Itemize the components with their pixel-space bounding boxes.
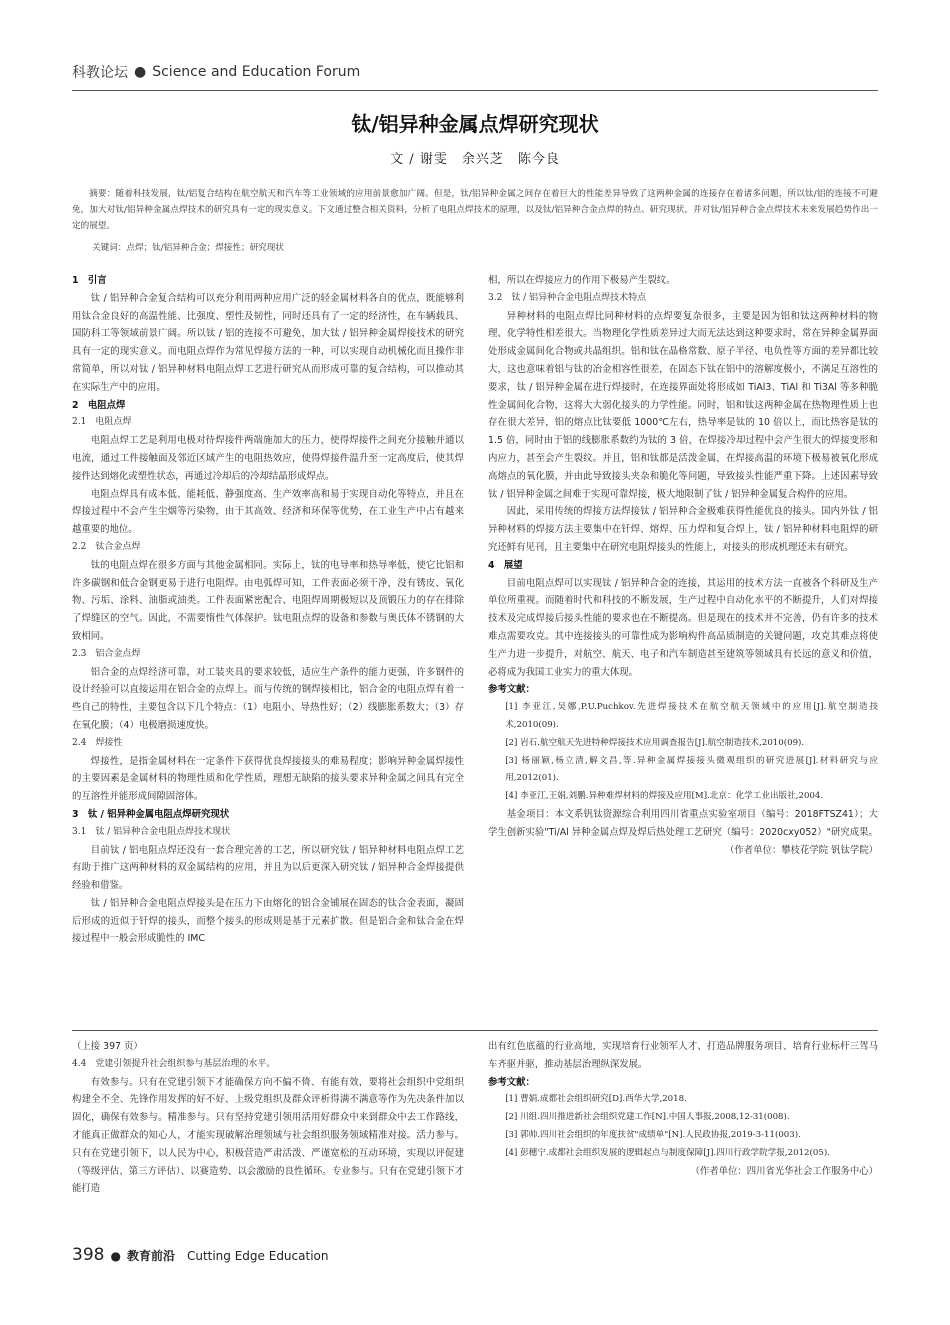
author-affiliation: （作者单位：四川省光华社会工作服务中心） — [690, 1165, 878, 1177]
paragraph: 出有红色底蕴的行业高地，实现培育行业领军人才、打造品牌服务项目、培育行业标杆三驾马车齐驱并驱，推动基层治理纵深发展。 — [488, 1041, 878, 1070]
reference-item: [3] 郭帅.四川社会组织的年度扶贫"成绩单"[N].人民政协报,2019-3-11(003). — [505, 1129, 801, 1140]
article-title: 钛/铝异种金属点焊研究现状 — [351, 112, 599, 136]
references-heading: 参考文献： — [488, 684, 535, 696]
subsection-heading: 2.3 铝合金点焊 — [72, 648, 141, 659]
funding-note: 基金项目：本文系钒钛资源综合利用四川省重点实验室项目（编号：2018FTSZ41）；大学生创新实验"Ti/Al 异种金属点焊及焊后热处理工艺研究（编号：2020cxy052）"研究成果。 — [488, 808, 878, 838]
article-column-left — [72, 272, 464, 1028]
section-heading: 4 展望 — [488, 559, 523, 571]
references-heading: 参考文献： — [488, 1076, 535, 1088]
journal-name-cn: 科教论坛 — [72, 65, 128, 81]
paragraph: 因此，采用传统的焊接方法焊接钛 / 铝异种合金极难获得性能优良的接头。国内外钛 / 铝异种材料的焊接方法主要集中在钎焊、熔焊、压力焊和复合焊上，钛 / 铝异种材料电阻焊的研究还鲜有见刊，且主要集中在研究电阻焊接头的性能上，对接头的形成机理还未有研究。 — [488, 506, 878, 553]
reference-item: [3] 杨丽颖,杨立清,解文昌,等.异种金属焊接接头微观组织的研究进展[J].材料研究与应用,2012(01). — [505, 755, 878, 784]
author-affiliation: （作者单位：攀枝花学院 钒钛学院） — [725, 844, 878, 856]
reference-item: [4] 李亚江,王娟,刘鹏.异种难焊材料的焊接及应用[M].北京：化学工业出版社,2004. — [505, 791, 824, 802]
bullet-icon: ● — [134, 64, 147, 80]
reference-item: [2] 岩石.航空航天先进特种焊接技术应用调查报告[J].航空制造技术,2010(09). — [505, 737, 805, 748]
paragraph: 目前钛 / 铝电阻点焊还没有一套合理完善的工艺，所以研究钛 / 铝异种材料电阻点焊工艺有助于推广这两种材料的双金属结构的应用，并且为以后更深入研究钛 / 铝异种合金焊接提供经验和借鉴。 — [72, 844, 464, 892]
article-column-right — [488, 272, 878, 1028]
header-rule — [72, 90, 878, 91]
paragraph: 异种材料的电阻点焊比同种材料的点焊要复杂很多，主要是因为铝和钛这两种材料的物理、化学特性相差很大。当物理化学性质差异过大而无法达到这种要求时，常在异种金属界面处形成金属间化合物或共晶组织。铝和钛在晶格常数、原子半径、电负性等方面的差异都比较大，这也意味着铝与钛的冶金相容性很差，在固态下钛在铝中的溶解度极小，不满足互溶性的要求，钛 / 铝异种金属在进行焊接时，在连接界面处将形成如 TiAl3、TiAl 和 Ti3Al 等多种脆性金属间化合物，这将大大弱化接头的力学性能。同时，铝和钛这两种金属在热物理性质上也存在很大差异，铝的熔点比钛要低 1000℃左右，热导率是钛的 10 倍以上，而比热容是钛的 1.5 倍，同时由于铝的线膨胀系数约为钛的 3 倍，在焊接冷却过程中会产生很大的焊接变形和内应力，甚至会产生裂纹。并且，铝和钛都是活泼金属，在焊接高温的环境下极易被氧化形成高熔点的氧化膜，并由此导致接头夹杂和脆化等问题，导致接头性能严重下降。上述因素导致钛 / 铝异种金属之间难于实现可靠焊接，极大地限制了钛 / 铝异种金属复合构件的应用。 — [488, 310, 878, 500]
keywords: 关键词：点焊；钛/铝异种合金；焊接性；研究现状 — [92, 243, 284, 253]
abstract: 摘要：随着科技发展，钛/铝复合结构在航空航天和汽车等工业领域的应用前景愈加广阔。但是，钛/铝异种金属之间存在着巨大的性能差异导致了这两种金属的连接存在着诸多问题，所以钛/铝的连接不可避免，加大对钛/铝异种金属点焊技术的研究具有一定的现实意义。下文通过整合相关资料，分析了电阻点焊技术的原理，以及钛/铝异种合金点焊的特点、研究现状，并对钛/铝异种合金点焊技术未来发展趋势作出一定的展望。 — [72, 189, 878, 231]
reference-item: [2] 川组.四川推进新社会组织党建工作[N].中国人事报,2008,12-31(008). — [505, 1112, 790, 1123]
footer-journal-en: Cutting Edge Education — [186, 1249, 329, 1263]
journal-name-en: Science and Education Forum — [152, 64, 361, 80]
section-heading: 2 电阻点焊 — [72, 399, 126, 411]
reference-item: [1] 曹娟.成都社会组织研究[D].西华大学,2018. — [505, 1094, 687, 1105]
paragraph: 钛 / 铝异种合金复合结构可以充分利用两种应用广泛的轻金属材料各自的优点，既能够利用钛合金良好的高温性能、比强度、塑性及韧性，同时还具有了一定的经济性，在车辆载具、国防科工等领域前景广阔。所以钛 / 铝的连接不可避免，加大钛 / 铝异种金属焊接技术的研究具有一定的现实意义。而电阻点焊作为常见焊接方法的一种，可以实现自动机械化而且操作非常简单，所以对钛 / 铝异种材料电阻点焊工艺进行研究从而形成可靠的复合结构，可以推动其在实际生产中的应用。 — [72, 292, 464, 393]
continued-note: （上接 397 页） — [72, 1041, 143, 1052]
paragraph: 钛的电阻点焊在很多方面与其他金属相同。实际上，钛的电导率和热导率低，使它比铝和许多碳钢和低合金钢更易于进行电阻焊。由电弧焊可知，工件表面必须干净，没有锈皮、氧化物、污垢、涂料、油脂或油类。工件表面紧密配合、电阻焊周期极短以及顶锻压力的存在排除了焊缝区的空气。因此，不需要惰性气体保护。钛电阻点焊的设备和参数与奥氏体不锈钢的大致相同。 — [72, 559, 464, 642]
paragraph: 铝合金的点焊经济可靠，对工装夹具的要求较低，适应生产条件的能力更强，许多钢件的设计经验可以直接运用在铝合金的点焊上。而与传统的钢焊接相比，铝合金的电阻点焊有着一些自己的特性，主要包含以下几个特点：（1）电阻小、导热性好；（2）线膨胀系数大；（3）存在氧化膜；（4）电极磨损速度快。 — [72, 666, 464, 731]
bullet-icon: ● — [110, 1249, 121, 1263]
paragraph: 相，所以在焊接应力的作用下极易产生裂纹。 — [488, 275, 676, 286]
page-number: 398 — [72, 1245, 105, 1265]
article-end-rule — [72, 1030, 878, 1031]
continued-column-right — [488, 1038, 878, 1218]
paragraph: 目前电阻点焊可以实现钛 / 铝异种合金的连接，其运用的技术方法一直被各个科研及生产单位所重视。而随着时代和科技的不断发展，生产过程中自动化水平的不断提升，人们对焊接技术及完成焊接后接头性能的要求也在不断提高。但是现在的技术并不完善，仍有许多的技术难点需要攻克。其中连接接头的可靠性成为影响构件高品质制造的关键问题，攻克其难点将使生产力进一步提升，对航空、航天、电子和汽车制造甚至建筑等领域具有长远的意义和价值，必将成为我国工业实力的重大体现。 — [488, 577, 878, 678]
paragraph: 电阻点焊工艺是利用电极对待焊接件两端施加大的压力，使得焊接件之间充分接触并通以电流，通过工件接触面及邻近区域产生的电阻热效应，使得焊接件温升至一定高度后，使其焊接件达到熔化或塑性状态，再通过冷却后的冷却结晶形成焊点。 — [72, 435, 464, 482]
paragraph: 钛 / 铝异种合金电阻点焊接头是在压力下由熔化的铝合金铺展在固态的钛合金表面，凝固后形成的近似于钎焊的接头，而整个接头的形成则是基于元素扩散。但是铝合金和钛合金在焊接过程中一般会形成脆性的 IMC — [72, 897, 464, 945]
journal-header — [72, 62, 878, 82]
subsection-heading: 3.1 钛 / 铝异种合金电阻点焊技术现状 — [72, 826, 231, 837]
subsection-heading: 3.2 钛 / 铝异种合金电阻点焊技术特点 — [488, 292, 647, 303]
footer-journal-cn: 教育前沿 — [126, 1249, 175, 1263]
reference-item: [1] 李亚江,吴娜,P.U.Puchkov.先进焊接技术在航空航天领域中的应用[J].航空制造技术,2010(09). — [505, 702, 878, 730]
subsection-heading: 2.4 焊接性 — [72, 737, 123, 748]
page-footer — [72, 1245, 328, 1265]
reference-item: [4] 彭穗宁.成都社会组织发展的逻辑起点与制度保障[J].四川行政学院学报,2012(05). — [505, 1147, 830, 1158]
continued-column-left — [72, 1038, 464, 1218]
subsection-heading: 2.1 电阻点焊 — [72, 417, 132, 428]
subsection-heading: 2.2 钛合金点焊 — [72, 541, 141, 552]
paragraph: 有效参与。只有在党建引领下才能确保方向不偏不倚、有能有效，要将社会组织中党组织构建全不全、先锋作用发挥的好不好、上级党组织及群众评析得满不满意等作为先决条件加以固化，确保有效参与。精准参与。只有坚持党建引领用活用好群众中来到群众中去工作路线，才能真正做群众的知心人，才能实现破解治理领域与社会组织服务领域精准对接。活力参与。只有在党建引领下，以人民为中心，积极营造严肃活泼、严谨宽松的互动环境，实现以评促建（等级评估、第三方评估）、以赛造势、以会激励的良性循环。专业参与。只有在党建引领下才能打造 — [72, 1076, 464, 1195]
paragraph: 焊接性，是指金属材料在一定条件下获得优良焊接接头的难易程度；影响异种金属焊接性的主要因素是金属材料的物理性质和化学性质，理想无缺陷的接头要求异种金属之间具有完全的互溶性并能形成间隙固溶体。 — [72, 755, 464, 803]
section-heading: 3 钛 / 铝异种金属电阻点焊研究现状 — [72, 808, 230, 820]
section-heading: 1 引言 — [72, 275, 107, 286]
paragraph: 电阻点焊具有成本低、能耗低、静强度高、生产效率高和易于实现自动化等特点，并且在焊接过程中不会产生尘烟等污染物，由于其高效、经济和环保等优势，在工业生产中占有越来越重要的地位。 — [72, 488, 464, 536]
subsection-heading: 4.4 党建引领提升社会组织参与基层治理的水平。 — [72, 1058, 276, 1069]
article-authors: 文 / 谢雯 余兴芝 陈今良 — [390, 152, 560, 167]
